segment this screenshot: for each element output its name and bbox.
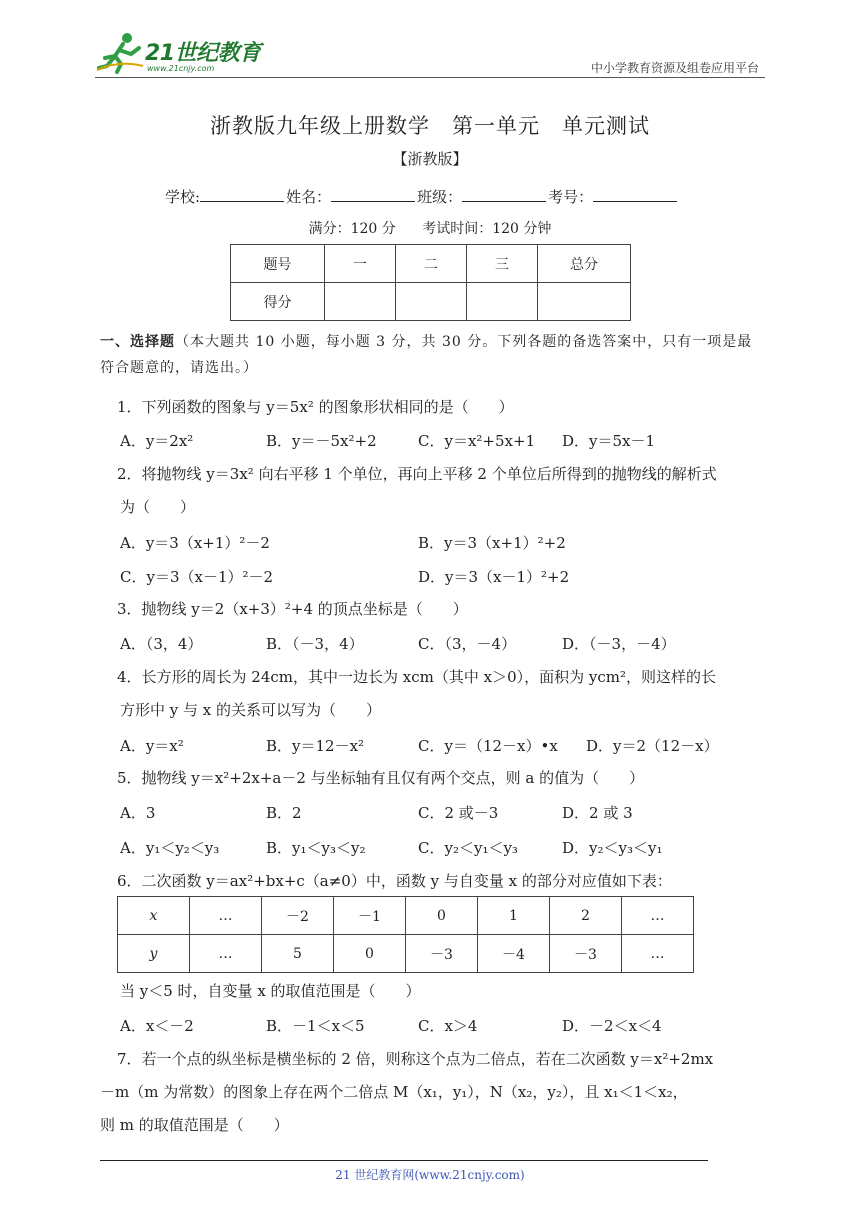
table-row-y (118, 935, 694, 973)
question-7-line-3: 则 m 的取值范围是（ ） (100, 1116, 289, 1134)
table-cell: 1 (478, 897, 550, 935)
page-footer[interactable]: 21 世纪教育网(www.21cnjy.com) (335, 1168, 525, 1182)
option-a[interactable]: A．y₁＜y₂＜y₃ (120, 839, 220, 857)
option-a[interactable]: A．x＜－2 (120, 1017, 194, 1035)
page-header (95, 30, 765, 78)
score-cell[interactable] (325, 283, 396, 321)
score-table-row (231, 283, 631, 321)
score-table-header-row (231, 245, 631, 283)
option-a[interactable]: A．y＝x² (120, 737, 184, 755)
table-row-x (118, 897, 694, 935)
score-table (230, 244, 631, 321)
option-c[interactable]: C．2 或－3 (418, 804, 499, 822)
school-label: 学校: (165, 188, 201, 206)
page-title: 浙教版九年级上册数学 第一单元 单元测试 (210, 114, 650, 138)
score-row-label: 得分 (231, 283, 325, 321)
table-cell: 5 (262, 935, 334, 973)
footer-divider (100, 1160, 708, 1161)
option-c[interactable]: C．（3，－4） (418, 635, 517, 653)
table-cell: … (622, 935, 694, 973)
option-d[interactable]: D．y＝3（x－1）²+2 (418, 568, 570, 586)
class-label: 班级： (417, 188, 463, 206)
option-a[interactable]: A．（3，4） (120, 635, 203, 653)
student-info-line (165, 186, 679, 207)
option-d[interactable]: D．y₂＜y₃＜y₁ (562, 839, 663, 857)
score-header-cell: 一 (325, 245, 396, 283)
table-cell: x (118, 897, 190, 935)
option-b[interactable]: B．y＝12－x² (266, 737, 365, 755)
score-info (0, 218, 860, 238)
exam-no-blank[interactable] (593, 186, 677, 202)
question-6-stem: 6．二次函数 y＝ax²+bx+c（a≠0）中，函数 y 与自变量 x 的部分对应值如下表： (117, 872, 672, 890)
table-cell: －2 (262, 897, 334, 935)
option-b[interactable]: B．2 (266, 804, 302, 822)
option-d[interactable]: D．（－3，－4） (562, 635, 676, 653)
option-c[interactable]: C．y＝x²+5x+1 (418, 432, 536, 450)
score-cell[interactable] (467, 283, 538, 321)
site-logo[interactable] (95, 30, 265, 76)
option-b[interactable]: B．y＝3（x+1）²+2 (418, 534, 566, 552)
section-heading (100, 329, 764, 381)
option-d[interactable]: D．y＝2（12－x） (586, 737, 719, 755)
question-7-line-2: －m（m 为常数）的图象上存在两个二倍点 M（x₁，y₁），N（x₂，y₂），且 x₁＜1＜x₂， (100, 1083, 688, 1101)
full-score: 满分：120 分 (308, 221, 396, 237)
option-b[interactable]: B．（－3，4） (266, 635, 364, 653)
question-7-line-1: 7．若一个点的纵坐标是横坐标的 2 倍，则称这个点为二倍点，若在二次函数 y＝x²+2mx (117, 1050, 714, 1068)
runner-icon (95, 30, 147, 74)
question-2-stem: 2．将抛物线 y＝3x² 向右平移 1 个单位，再向上平移 2 个单位后所得到的抛物线的解析式 (117, 465, 717, 483)
option-d[interactable]: D．－2＜x＜4 (562, 1017, 662, 1035)
table-cell: … (190, 897, 262, 935)
option-b[interactable]: B．y＝－5x²+2 (266, 432, 377, 450)
table-cell: 0 (406, 897, 478, 935)
option-a[interactable]: A．y＝3（x+1）²－2 (120, 534, 270, 552)
question-2-stem-cont: 为（ ） (120, 498, 196, 516)
option-b[interactable]: B．－1＜x＜5 (266, 1017, 365, 1035)
table-cell: －3 (550, 935, 622, 973)
option-d[interactable]: D．y＝5x－1 (562, 432, 656, 450)
name-blank[interactable] (331, 186, 415, 202)
table-cell: －4 (478, 935, 550, 973)
option-d[interactable]: D．2 或 3 (562, 804, 633, 822)
value-table (117, 896, 694, 973)
question-4-stem: 4．长方形的周长为 24cm，其中一边长为 xcm（其中 x＞0），面积为 ycm²，则这样的长 (117, 668, 717, 686)
table-cell: －3 (406, 935, 478, 973)
page-subtitle: 【浙教版】 (392, 150, 468, 168)
section-title: 一、选择题 (100, 334, 175, 350)
question-1-stem: 1．下列函数的图象与 y＝5x² 的图象形状相同的是（ ） (117, 398, 514, 416)
option-c[interactable]: C．x＞4 (418, 1017, 478, 1035)
score-cell[interactable] (538, 283, 631, 321)
score-header-cell: 三 (467, 245, 538, 283)
school-blank[interactable] (200, 186, 284, 202)
score-header-cell: 总分 (538, 245, 631, 283)
question-6-follow: 当 y＜5 时，自变量 x 的取值范围是（ ） (120, 982, 421, 1000)
header-tagline: 中小学教育资源及组卷应用平台 (590, 61, 759, 75)
section-note: （本大题共 10 小题，每小题 3 分，共 30 分。下列各题的备选答案中，只有一项是最符合题意的，请选出。） (100, 334, 753, 376)
logo-url: www.21cnjy.com (147, 64, 215, 73)
table-cell: －1 (334, 897, 406, 935)
option-a[interactable]: A．3 (120, 804, 156, 822)
table-cell: … (622, 897, 694, 935)
question-3-stem: 3．抛物线 y＝2（x+3）²+4 的顶点坐标是（ ） (117, 600, 468, 618)
exam-time: 考试时间：120 分钟 (422, 221, 552, 237)
table-cell: 2 (550, 897, 622, 935)
table-cell: … (190, 935, 262, 973)
option-c[interactable]: C．y＝（12－x）•x (418, 737, 558, 755)
exam-no-label: 考号： (548, 188, 594, 206)
class-blank[interactable] (462, 186, 546, 202)
question-5-stem: 5．抛物线 y＝x²+2x+a－2 与坐标轴有且仅有两个交点，则 a 的值为（ ） (117, 769, 645, 787)
score-cell[interactable] (396, 283, 467, 321)
table-cell: y (118, 935, 190, 973)
score-header-cell: 二 (396, 245, 467, 283)
option-c[interactable]: C．y₂＜y₁＜y₃ (418, 839, 518, 857)
score-header-cell: 题号 (231, 245, 325, 283)
option-a[interactable]: A．y＝2x² (120, 432, 194, 450)
question-4-stem-cont: 方形中 y 与 x 的关系可以写为（ ） (120, 701, 382, 719)
logo-text: 21世纪教育 (145, 41, 261, 66)
option-b[interactable]: B．y₁＜y₃＜y₂ (266, 839, 366, 857)
table-cell: 0 (334, 935, 406, 973)
option-c[interactable]: C．y＝3（x－1）²－2 (120, 568, 274, 586)
name-label: 姓名： (286, 188, 332, 206)
